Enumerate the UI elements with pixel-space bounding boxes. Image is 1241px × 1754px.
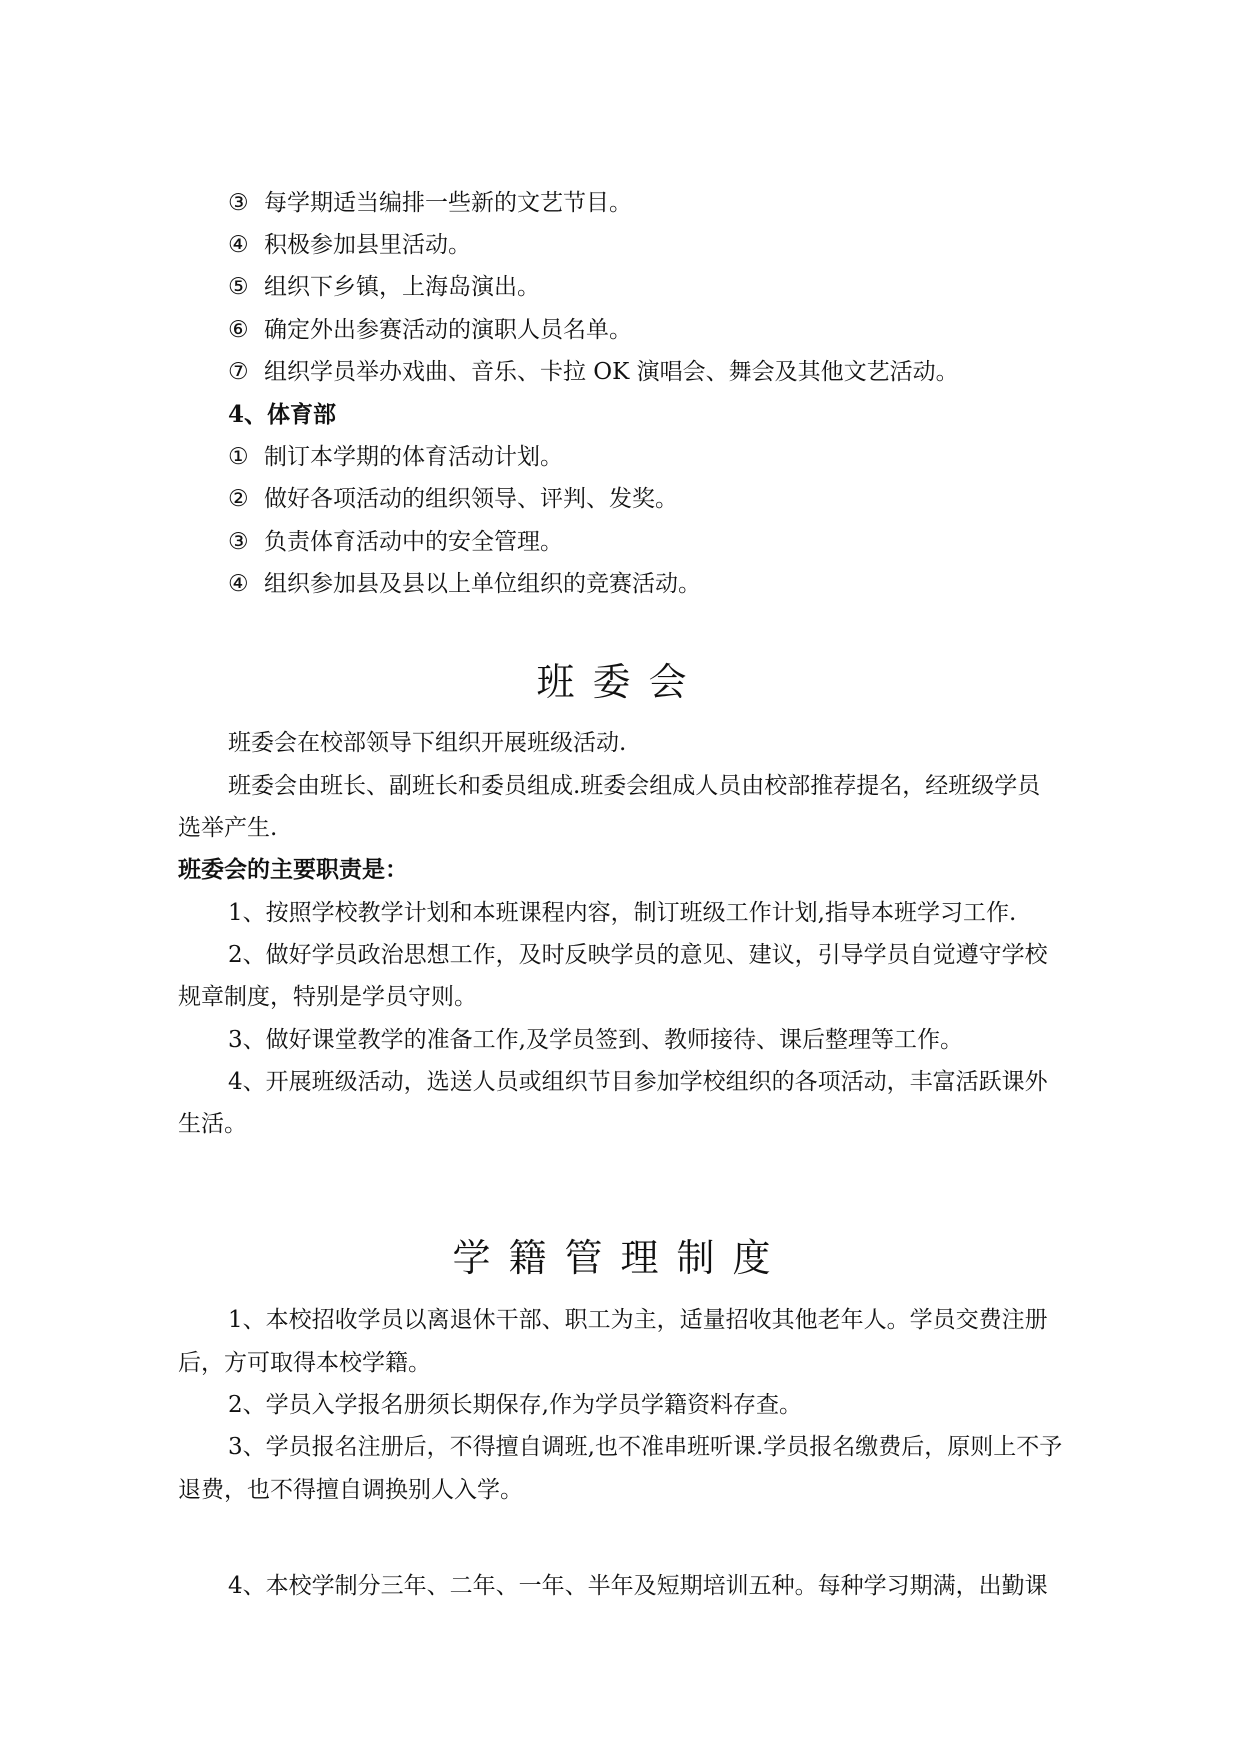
item-text: 每学期适当编排一些新的文艺节目。 bbox=[264, 190, 632, 216]
enrollment-item-4-line1: 4、本校学制分三年、二年、一年、半年及短期培训五种。每种学习期满，出勤课 bbox=[228, 1573, 1048, 1599]
item-text: 确定外出参赛活动的演职人员名单。 bbox=[264, 317, 632, 343]
item-number: ⑤ bbox=[228, 274, 249, 300]
item-number: ④ bbox=[228, 232, 249, 258]
item-number: ⑥ bbox=[228, 317, 249, 343]
duty-4-line1: 4、开展班级活动，选送人员或组织节目参加学校组织的各项活动，丰富活跃课外 bbox=[228, 1069, 1048, 1095]
duty-3: 3、做好课堂教学的准备工作,及学员签到、教师接待、课后整理等工作。 bbox=[228, 1027, 963, 1053]
enrollment-item-3-line1: 3、学员报名注册后，不得擅自调班,也不准串班听课.学员报名缴费后，原则上不予 bbox=[228, 1434, 1063, 1460]
item-text: 负责体育活动中的安全管理。 bbox=[264, 529, 563, 555]
item-number: ③ bbox=[228, 529, 249, 555]
arts-item bbox=[228, 230, 471, 260]
class-committee-para1: 班委会在校部领导下组织开展班级活动. bbox=[228, 730, 627, 756]
item-text: 积极参加县里活动。 bbox=[264, 232, 471, 258]
enrollment-item-3-line2: 退费，也不得擅自调换别人入学。 bbox=[178, 1477, 523, 1503]
arts-item bbox=[228, 357, 959, 387]
arts-item bbox=[228, 188, 632, 218]
item-text: 制订本学期的体育活动计划。 bbox=[264, 444, 563, 470]
class-committee-para2-line2: 选举产生. bbox=[178, 815, 278, 841]
item-text: 组织参加县及县以上单位组织的竞赛活动。 bbox=[264, 571, 701, 597]
arts-item bbox=[228, 315, 632, 345]
arts-item bbox=[228, 272, 540, 302]
sports-heading: 4、体育部 bbox=[228, 401, 337, 428]
item-number: ④ bbox=[228, 571, 249, 597]
class-committee-para2-line1: 班委会由班长、副班长和委员组成.班委会组成人员由校部推荐提名，经班级学员 bbox=[228, 773, 1041, 799]
duties-heading: 班委会的主要职责是： bbox=[178, 856, 408, 883]
item-text: 组织下乡镇，上海岛演出。 bbox=[264, 274, 540, 300]
sports-item bbox=[228, 569, 701, 599]
item-number: ② bbox=[228, 486, 249, 512]
enrollment-title: 学籍管理制度 bbox=[452, 1236, 789, 1280]
item-text: 做好各项活动的组织领导、评判、发奖。 bbox=[264, 486, 678, 512]
enrollment-item-2: 2、学员入学报名册须长期保存,作为学员学籍资料存查。 bbox=[228, 1392, 802, 1418]
sports-item bbox=[228, 484, 678, 514]
item-number: ① bbox=[228, 444, 249, 470]
duty-2-line1: 2、做好学员政治思想工作，及时反映学员的意见、建议，引导学员自觉遵守学校 bbox=[228, 942, 1048, 968]
enrollment-item-1-line1: 1、本校招收学员以离退休干部、职工为主，适量招收其他老年人。学员交费注册 bbox=[228, 1307, 1048, 1333]
item-number: ⑦ bbox=[228, 359, 249, 385]
class-committee-title: 班委会 bbox=[536, 660, 705, 704]
duty-4-line2: 生活。 bbox=[178, 1111, 247, 1137]
item-number: ③ bbox=[228, 190, 249, 216]
duty-1: 1、按照学校教学计划和本班课程内容，制订班级工作计划,指导本班学习工作. bbox=[228, 900, 1017, 926]
sports-item bbox=[228, 527, 563, 557]
sports-item bbox=[228, 442, 563, 472]
item-text: 组织学员举办戏曲、音乐、卡拉 OK 演唱会、舞会及其他文艺活动。 bbox=[264, 359, 959, 385]
duty-2-line2: 规章制度，特别是学员守则。 bbox=[178, 984, 477, 1010]
enrollment-item-1-line2: 后，方可取得本校学籍。 bbox=[178, 1350, 431, 1376]
